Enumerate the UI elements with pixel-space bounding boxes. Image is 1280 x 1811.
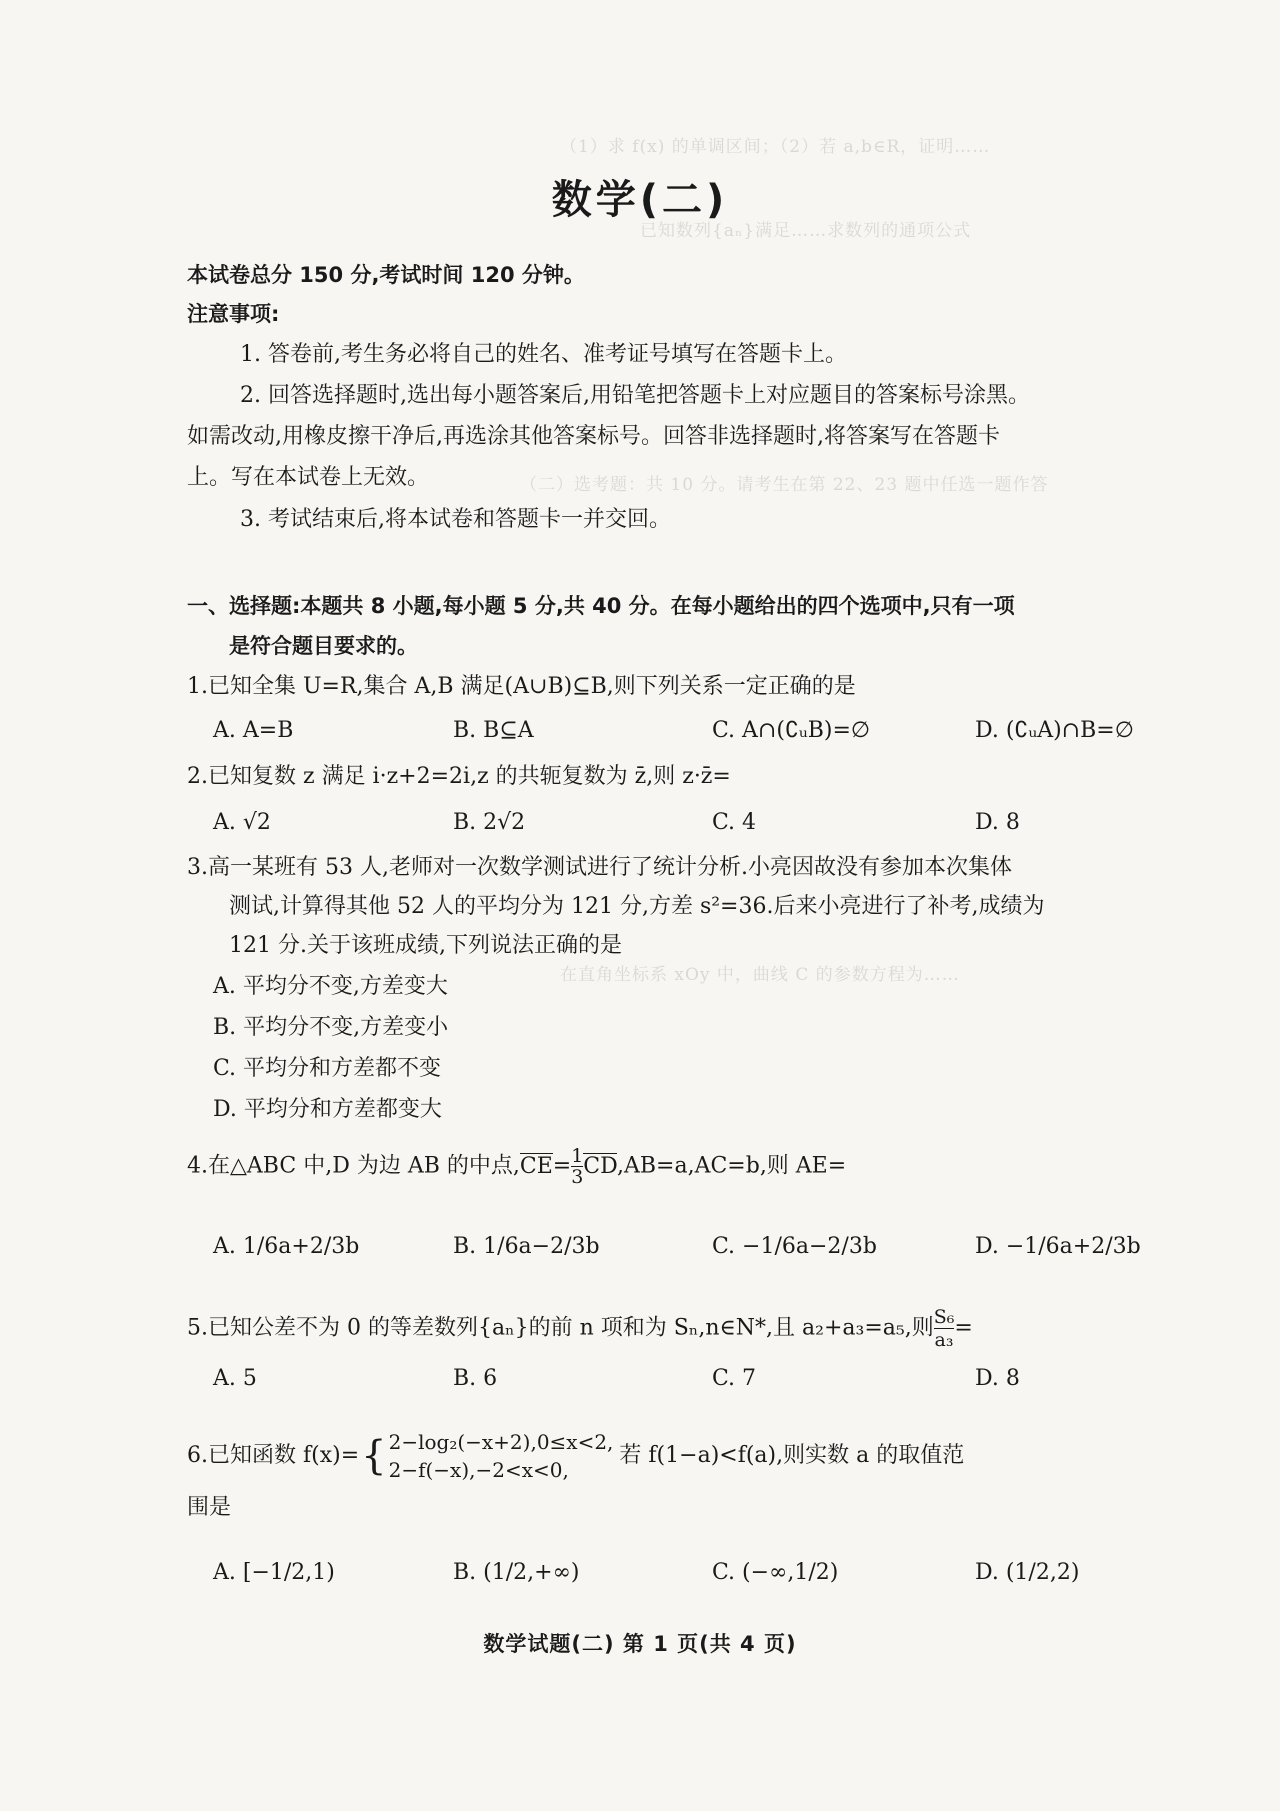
- piecewise-case-1: 2−log₂(−x+2),0≤x<2,: [388, 1430, 614, 1454]
- question-1-option-a: A. A=B: [213, 718, 294, 743]
- fraction-numerator: S₆: [933, 1306, 955, 1328]
- notice-title: 注意事项:: [187, 302, 280, 326]
- question-3-option-b: B. 平均分不变,方差变小: [213, 1015, 449, 1040]
- question-3-option-d: D. 平均分和方差都变大: [213, 1097, 442, 1122]
- question-3-stem: 121 分.关于该班成绩,下列说法正确的是: [229, 933, 622, 958]
- question-2-stem: 2.已知复数 z 满足 i·z+2=2i,z 的共轭复数为 z̄,则 z·z̄=: [187, 764, 731, 789]
- question-1-option-b: B. B⊆A: [453, 718, 534, 743]
- page-footer: 数学试题(二) 第 1 页(共 4 页): [483, 1632, 797, 1656]
- question-3-stem: 3.高一某班有 53 人,老师对一次数学测试进行了统计分析.小亮因故没有参加本次集体: [187, 855, 1012, 880]
- question-2-option-b: B. 2√2: [453, 810, 526, 835]
- section-heading: 一、选择题:本题共 8 小题,每小题 5 分,共 40 分。在每小题给出的四个选项中,只有一项: [187, 594, 1015, 618]
- bleed-through-text: 在直角坐标系 xOy 中，曲线 C 的参数方程为……: [560, 965, 960, 985]
- question-5-option-a: A. 5: [213, 1366, 257, 1391]
- equals-sign: =: [552, 1153, 572, 1179]
- page-title: 数学(二): [551, 177, 729, 223]
- fraction-denominator: a₃: [934, 1329, 954, 1351]
- question-6-option-d: D. (1/2,2): [975, 1560, 1080, 1585]
- question-6-stem: 6.已知函数 f(x)={ 2−log₂(−x+2),0≤x<2, 2−f(−x),−2<x<0, 若 f(1−a)<f(a),则实数 a 的取值范: [187, 1430, 965, 1482]
- notice-item: 如需改动,用橡皮擦干净后,再选涂其他答案标号。回答非选择题时,将答案写在答题卡: [187, 424, 1000, 449]
- bleed-through-text: 已知数列{aₙ}满足……求数列的通项公式: [640, 221, 972, 241]
- question-1-stem: 1.已知全集 U=R,集合 A,B 满足(A∪B)⊆B,则下列关系一定正确的是: [187, 674, 856, 699]
- notice-item: 2. 回答选择题时,选出每小题答案后,用铅笔把答题卡上对应题目的答案标号涂黑。: [240, 383, 1030, 408]
- question-4-option-c: C. −1/6a−2/3b: [712, 1234, 877, 1259]
- question-2-option-a: A. √2: [213, 810, 271, 835]
- question-4-option-d: D. −1/6a+2/3b: [975, 1234, 1141, 1259]
- question-6-stem-line-2: 围是: [187, 1495, 232, 1520]
- notice-item: 3. 考试结束后,将本试卷和答题卡一并交回。: [240, 507, 671, 532]
- question-5-tail: =: [954, 1315, 973, 1341]
- notice-item: 1. 答卷前,考生务必将自己的姓名、准考证号填写在答题卡上。: [240, 342, 847, 367]
- question-4-rest: ,AB=a,AC=b,则 AE=: [616, 1153, 847, 1179]
- question-6-option-a: A. [−1/2,1): [213, 1560, 335, 1585]
- question-3-stem: 测试,计算得其他 52 人的平均分为 121 分,方差 s²=36.后来小亮进行了补考,成绩为: [229, 894, 1045, 919]
- vector-ce: CE: [519, 1153, 553, 1179]
- question-6-suffix: 若 f(1−a)<f(a),则实数 a 的取值范: [619, 1443, 965, 1468]
- question-1-option-c: C. A∩(∁ᵤB)=∅: [712, 718, 871, 743]
- question-6-option-c: C. (−∞,1/2): [712, 1560, 839, 1585]
- fraction-numerator: 1: [571, 1145, 584, 1167]
- question-6-option-b: B. (1/2,+∞): [453, 1560, 580, 1585]
- question-4-stem: [187, 1146, 846, 1187]
- question-3-option-c: C. 平均分和方差都不变: [213, 1056, 442, 1081]
- vector-cd: CD: [583, 1153, 617, 1179]
- question-5-stem: [187, 1306, 973, 1351]
- fraction-denominator: 3: [571, 1166, 584, 1188]
- question-3-option-a: A. 平均分不变,方差变大: [213, 974, 448, 999]
- notice-item: 上。写在本试卷上无效。: [187, 465, 430, 490]
- question-2-option-c: C. 4: [712, 810, 757, 835]
- question-2-option-d: D. 8: [975, 810, 1020, 835]
- question-6-prefix: 6.已知函数 f(x)=: [187, 1443, 360, 1468]
- question-5-option-b: B. 6: [453, 1366, 498, 1391]
- question-4-option-b: B. 1/6a−2/3b: [453, 1234, 600, 1259]
- question-4-option-a: A. 1/6a+2/3b: [213, 1234, 360, 1259]
- section-heading: 是符合题目要求的。: [229, 634, 418, 658]
- bleed-through-text: （1）求 f(x) 的单调区间；（2）若 a,b∈R，证明……: [560, 137, 991, 157]
- question-5-option-d: D. 8: [975, 1366, 1020, 1391]
- piecewise-case-2: 2−f(−x),−2<x<0,: [388, 1458, 569, 1482]
- score-time-info: 本试卷总分 150 分,考试时间 120 分钟。: [187, 263, 585, 287]
- bleed-through-text: （二）选考题：共 10 分。请考生在第 22、23 题中任选一题作答: [520, 475, 1049, 495]
- question-1-option-d: D. (∁ᵤA)∩B=∅: [975, 718, 1134, 743]
- question-4-prefix: 4.在△ABC 中,D 为边 AB 的中点,: [187, 1153, 520, 1179]
- question-5-option-c: C. 7: [712, 1366, 757, 1391]
- question-5-text: 5.已知公差不为 0 的等差数列{aₙ}的前 n 项和为 Sₙ,n∈N*,且 a₂+a₃=a₅,则: [187, 1315, 934, 1341]
